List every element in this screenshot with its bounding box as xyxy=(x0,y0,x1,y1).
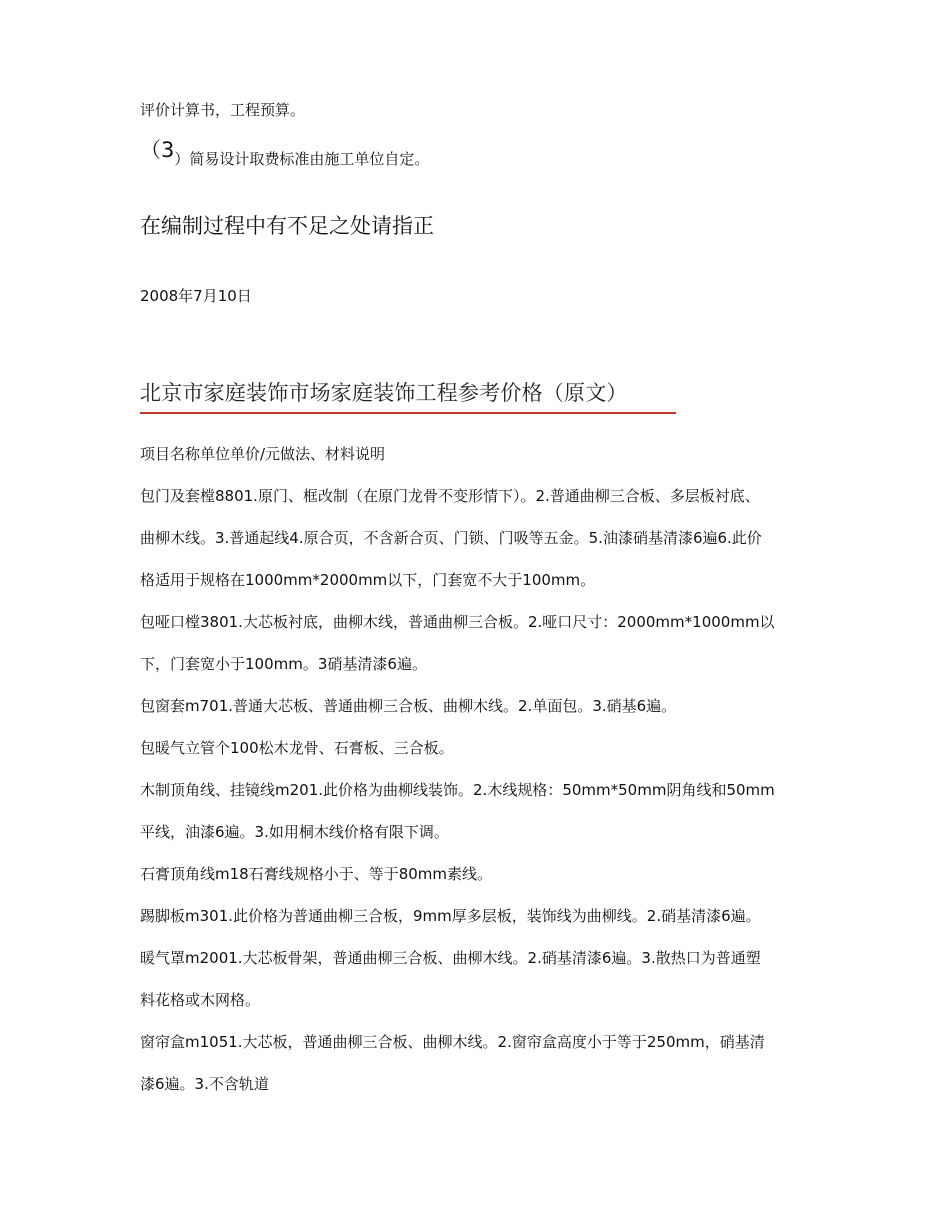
list-line: 木制顶角线、挂镜线m201.此价格为曲柳线装饰。2.木线规格：50mm*50mm阴角线和50mm xyxy=(140,781,775,799)
list-line: 包哑口樘3801.大芯板衬底，曲柳木线，普通曲柳三合板。2.哑口尺寸：2000mm*1000mm以 xyxy=(140,613,775,631)
list-line: 窗帘盒m1051.大芯板，普通曲柳三合板、曲柳木线。2.窗帘盒高度小于等于250mm，硝基清 xyxy=(140,1033,765,1051)
list-line: 料花格或木网格。 xyxy=(140,991,261,1009)
list-line: 下，门套宽小于100mm。3硝基清漆6遍。 xyxy=(140,655,427,673)
item-number: （3 xyxy=(140,138,175,162)
list-line: 踢脚板m301.此价格为普通曲柳三合板，9mm厚多层板，装饰线为曲柳线。2.硝基清漆6遍。 xyxy=(140,907,761,925)
section-heading: 北京市家庭装饰市场家庭装饰工程参考价格（原文） xyxy=(140,378,676,414)
list-line: 暖气罩m2001.大芯板骨架，普通曲柳三合板、曲柳木线。2.硝基清漆6遍。3.散热口为普通塑 xyxy=(140,949,761,967)
list-line: 项目名称单位单价/元做法、材料说明 xyxy=(140,445,386,463)
intro-line-1: 评价计算书，工程预算。 xyxy=(140,101,306,119)
list-line: 漆6遍。3.不含轨道 xyxy=(140,1075,269,1093)
list-line: 曲柳木线。3.普通起线4.原合页，不含新合页、门锁、门吸等五金。5.油漆硝基清漆6遍6.此价 xyxy=(140,529,762,547)
price-list xyxy=(140,444,820,1116)
document-date: 2008年7月10日 xyxy=(140,287,252,305)
list-line: 格适用于规格在1000mm*2000mm以下，门套宽不大于100mm。 xyxy=(140,571,596,589)
closing-note: 在编制过程中有不足之处请指正 xyxy=(140,214,434,238)
list-line: 包暖气立管个100松木龙骨、石膏板、三合板。 xyxy=(140,739,454,757)
list-line: 包窗套m701.普通大芯板、普通曲柳三合板、曲柳木线。2.单面包。3.硝基6遍。 xyxy=(140,697,677,715)
item-text: ）简易设计取费标准由施工单位自定。 xyxy=(174,150,430,168)
list-line: 包门及套樘8801.原门、框改制（在原门龙骨不变形情下）。2.普通曲柳三合板、多层板衬底、 xyxy=(140,487,760,505)
list-line: 平线，油漆6遍。3.如用桐木线价格有限下调。 xyxy=(140,823,449,841)
list-line: 石膏顶角线m18石膏线规格小于、等于80mm素线。 xyxy=(140,865,493,883)
intro-line-2 xyxy=(140,138,430,170)
